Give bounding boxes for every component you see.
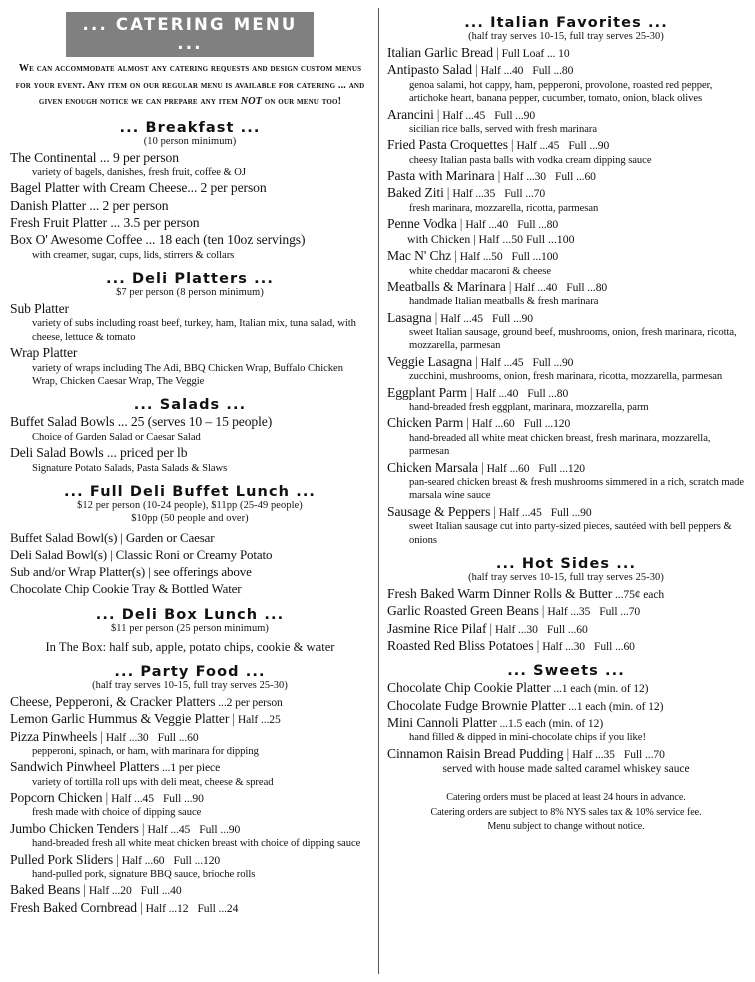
intro-emphasis: NOT: [240, 96, 263, 108]
section-subheading: $11 per person (25 person minimum): [111, 622, 269, 634]
item-price-half: Half ...30: [542, 640, 585, 654]
menu-section: [10, 664, 370, 916]
menu-item: [10, 300, 370, 344]
menu-section: [10, 120, 370, 262]
menu-item: [10, 197, 370, 214]
item-description: zucchini, mushrooms, onion, fresh marinara, ricotta, mozzarella, parmesan: [409, 371, 723, 383]
section-heading: ... Breakfast ...: [119, 119, 261, 136]
item-divider: |: [508, 278, 512, 294]
item-price-full: Full ...100: [511, 250, 559, 264]
menu-item-line: [10, 301, 370, 317]
item-divider: |: [474, 62, 478, 78]
item-price-full: Full ...60: [157, 730, 199, 744]
item-description: Choice of Garden Salad or Caesar Salad: [32, 431, 201, 443]
item-description: variety of subs including roast beef, turkey, ham, Italian mix, tuna salad, with cheese, lettuce & tomato: [32, 318, 356, 343]
menu-item: [10, 728, 370, 759]
menu-item: [387, 602, 745, 619]
item-price-full: Full ...24: [197, 901, 239, 915]
section-subheading: (half tray serves 10-15, full tray serves 25-30): [92, 679, 288, 691]
item-description: pan-seared chicken breast & fresh mushrooms simmered in a rich, scratch made marsala wine sauce: [409, 477, 745, 502]
item-name: Baked Beans: [10, 882, 81, 898]
item-divider: |: [510, 137, 514, 153]
section-subheading: $7 per person (8 person minimum): [116, 287, 264, 299]
menu-item-line: [10, 345, 370, 361]
menu-item-line: [10, 852, 370, 868]
menu-item-line: [387, 415, 745, 431]
menu-item-line: [387, 680, 745, 696]
item-name: Chocolate Fudge Brownie Platter: [387, 697, 566, 713]
item-price: ...1 each (min. of 12): [565, 699, 664, 713]
menu-item-line: [10, 711, 370, 727]
section-heading: ... Deli Box Lunch ...: [95, 606, 285, 623]
item-name: Chicken Parm: [387, 415, 464, 431]
menu-item: [10, 149, 370, 180]
item-description: genoa salami, hot cappy, ham, pepperoni, provolone, roasted red pepper, artichoke heart, banana pepper, cucumber, tomato, onion, black olives: [409, 79, 713, 105]
section-heading: ... Deli Platters ...: [106, 271, 274, 288]
item-price-half: Half ...45: [111, 792, 154, 806]
menu-item: [387, 278, 745, 309]
menu-item-line: [387, 216, 745, 232]
item-divider: |: [100, 728, 103, 744]
item-price-half: Half ...30: [503, 170, 546, 184]
item-price-half: Half ...50: [459, 250, 503, 264]
item-price-half: Half ...35: [572, 747, 615, 761]
menu-item-line: [387, 62, 745, 78]
menu-item: [387, 637, 745, 654]
section-heading: ... Full Deli Buffet Lunch ...: [63, 483, 317, 500]
menu-item: [387, 679, 745, 696]
menu-item-line: [387, 586, 745, 602]
menu-item-line: [387, 621, 745, 637]
item-name: Pulled Pork Sliders: [10, 851, 114, 867]
item-name: Chicken Marsala: [387, 459, 478, 475]
bundle-list: [10, 530, 370, 598]
item-center-note: served with house made salted caramel whiskey sauce: [442, 763, 690, 776]
item-name: Sandwich Pinwheel Platters: [10, 759, 160, 775]
item-divider: |: [566, 745, 570, 761]
menu-item-line: [387, 185, 745, 201]
menu-item-line: [387, 698, 745, 714]
menu-item: [387, 184, 745, 215]
item-price-full: Full ...120: [173, 853, 221, 867]
item-divider: |: [141, 820, 145, 836]
menu-item-line: [387, 385, 745, 401]
menu-item: [387, 44, 745, 61]
menu-item: [387, 353, 745, 384]
menu-section: [387, 15, 745, 547]
section-heading: ... Party Food ...: [114, 663, 266, 680]
item-divider: |: [466, 415, 469, 431]
menu-item-line: [10, 414, 370, 430]
menu-item-line: [387, 638, 745, 654]
bundle-item: Deli Salad Bowl(s) | Classic Roni or Creamy Potato: [10, 546, 273, 562]
item-price-full: Full ...80: [532, 64, 574, 78]
item-description: fresh marinara, mozzarella, ricotta, parmesan: [409, 202, 599, 214]
item-divider: |: [446, 185, 450, 201]
item-price-half: Full Loaf ... 10: [501, 47, 570, 60]
menu-item: [387, 414, 745, 458]
item-description: hand-breaded all white meat chicken breast, fresh marinara, mozzarella, parmesan: [409, 432, 711, 458]
menu-item: [387, 136, 745, 167]
item-divider: |: [454, 248, 457, 264]
item-description: hand-pulled pork, signature BBQ sauce, brioche rolls: [32, 868, 256, 880]
item-price-full: Full ...90: [550, 505, 592, 519]
item-name: Bagel Platter with Cream Cheese... 2 per person: [10, 180, 267, 196]
item-price: ...75¢ each: [612, 588, 665, 602]
menu-item-line: [10, 198, 370, 214]
item-description: with creamer, sugar, cups, lids, stirrers & collars: [32, 249, 235, 261]
item-name: Fresh Baked Warm Dinner Rolls & Butter: [387, 586, 613, 602]
item-price-full: Full ...90: [199, 822, 241, 836]
item-description: sweet Italian sausage, ground beef, mushrooms, onion, fresh marinara, ricotta, mozzarella, parmesan: [409, 327, 737, 352]
item-name: Pizza Pinwheels: [10, 728, 98, 744]
menu-item: [10, 231, 370, 262]
section-subheading: $12 per person (10-24 people), $11pp (25-49 people): [77, 499, 303, 511]
page-title: ... CATERING MENU ...: [66, 12, 314, 57]
item-price-half: Half ...12: [145, 901, 189, 915]
item-price-half: Half ...45: [442, 108, 486, 122]
item-divider: |: [495, 45, 499, 60]
item-divider: |: [459, 216, 463, 232]
menu-item-line: [10, 232, 370, 248]
menu-item-line: [10, 215, 370, 231]
item-name: Danish Platter ... 2 per person: [10, 197, 169, 213]
item-price-half: Half ...20: [88, 884, 132, 898]
menu-item: [387, 459, 745, 503]
section-subheading: $10pp (50 people and over): [131, 512, 249, 524]
item-name: Box O' Awesome Coffee ... 18 each (ten 10oz servings): [10, 232, 306, 248]
item-price-full: Full ...80: [566, 280, 608, 294]
menu-item: [10, 881, 370, 898]
item-description: hand-breaded fresh all white meat chicken breast with choice of dipping sauce: [32, 838, 361, 850]
menu-item-line: [10, 729, 370, 745]
item-description: fresh made with choice of dipping sauce: [32, 807, 202, 819]
item-divider: |: [541, 603, 545, 619]
item-divider: |: [536, 638, 540, 654]
item-price: ...1 each (min. of 12): [550, 682, 649, 696]
item-name: Lasagna: [387, 309, 432, 325]
item-name: Deli Salad Bowls ... priced per lb: [10, 445, 188, 461]
item-price-half: Half ...30: [105, 730, 149, 744]
item-name: Popcorn Chicken: [10, 790, 103, 806]
menu-item-line: [10, 790, 370, 806]
item-divider: |: [475, 353, 478, 369]
menu-section: [10, 607, 370, 655]
item-name: Italian Garlic Bread: [387, 45, 493, 60]
menu-item: [387, 384, 745, 415]
item-description: variety of wraps including The Adi, BBQ Chicken Wrap, Buffalo Chicken Wrap, Chicken Caesar Wrap, The Veggie: [32, 362, 343, 387]
item-price-full: Full ...90: [162, 792, 204, 806]
menu-item: [387, 167, 745, 184]
menu-item: [387, 247, 745, 278]
item-price-full: Full ...90: [532, 355, 574, 369]
item-price-half: Half ...25: [237, 713, 281, 727]
item-description: sicilian rice balls, served with fresh marinara: [409, 123, 597, 135]
menu-item-line: [10, 882, 370, 898]
item-divider: |: [497, 168, 501, 184]
menu-item: [10, 179, 370, 196]
item-price-full: Full ...80: [527, 386, 569, 400]
right-column: [379, 0, 753, 982]
item-price-full: Full ...40: [140, 884, 182, 898]
item-price-half: Half ...40: [480, 64, 524, 78]
menu-item: [387, 309, 745, 353]
item-price-full: Full ...90: [494, 108, 536, 122]
footer-line: Catering orders are subject to 8% NYS sales tax & 10% service fee.: [430, 806, 702, 818]
section-heading: ... Italian Favorites ...: [464, 15, 668, 31]
menu-item-line: [387, 603, 745, 619]
item-price-full: Full ...60: [546, 622, 588, 636]
item-price-full: Full ...70: [599, 605, 641, 619]
section-subheading: (half tray serves 10-15, full tray serves 25-30): [468, 572, 664, 584]
item-description: cheesy Italian pasta balls with vodka cream dipping sauce: [409, 154, 652, 166]
item-price-full: Full ...120: [538, 461, 585, 475]
item-description: white cheddar macaroni & cheese: [409, 265, 551, 277]
item-name: Fresh Fruit Platter ... 3.5 per person: [10, 214, 200, 230]
menu-item: [387, 585, 745, 602]
menu-item: [387, 503, 745, 547]
section-subheading: (10 person minimum): [143, 135, 237, 147]
item-description: handmade Italian meatballs & fresh marinara: [409, 296, 599, 308]
footer-line: Menu subject to change without notice.: [487, 821, 645, 833]
item-price: ...1 per piece: [159, 761, 221, 775]
item-description: variety of tortilla roll ups with deli meat, cheese & spread: [32, 776, 274, 788]
menu-item: [387, 106, 745, 137]
menu-item-line: [387, 460, 745, 476]
menu-item-line: [387, 279, 745, 295]
menu-item: [387, 620, 745, 637]
item-name: Cheese, Pepperoni, & Cracker Platters: [10, 693, 216, 709]
item-name: Pasta with Marinara: [387, 168, 495, 184]
menu-item: [10, 789, 370, 820]
menu-item-line: [387, 168, 745, 184]
menu-item: [10, 344, 370, 388]
menu-item: [10, 899, 370, 916]
menu-item: [387, 61, 745, 105]
item-name: Veggie Lasagna: [387, 353, 473, 369]
item-price-half: Half ...45: [516, 139, 560, 153]
item-divider: |: [83, 882, 86, 898]
intro-part1: We can accommodate almost any catering requests and design custom menus for your event. Any item on our regular menu is available for catering ... and given enough notice we can prepare any item: [15, 63, 365, 108]
menu-item: [10, 758, 370, 789]
bundle-item: Buffet Salad Bowl(s) | Garden or Caesar: [10, 529, 215, 545]
menu-item-line: [10, 694, 370, 710]
item-name: Mac N' Chz: [387, 248, 452, 264]
item-price-full: Full ...60: [555, 170, 596, 184]
item-name: Antipasto Salad: [387, 62, 472, 78]
right-sections: [387, 15, 745, 777]
item-name: Eggplant Parm: [387, 384, 467, 400]
item-name: Penne Vodka: [387, 216, 457, 232]
menu-item: [10, 413, 370, 444]
item-description: pepperoni, spinach, or ham, with marinara for dipping: [32, 745, 259, 757]
item-name: Garlic Roasted Green Beans: [387, 603, 539, 619]
footer-line: Catering orders must be placed at least 24 hours in advance.: [446, 791, 686, 803]
item-divider: |: [493, 503, 496, 519]
menu-item-line: [10, 150, 370, 166]
item-price-full: Full ...70: [504, 187, 546, 201]
item-divider: |: [480, 459, 484, 475]
item-price-half: Half ...45: [440, 311, 484, 325]
menu-item-line: [387, 310, 745, 326]
item-divider: |: [116, 851, 119, 867]
item-price-half: Half ...40: [465, 218, 509, 232]
item-name: Cinnamon Raisin Bread Pudding: [387, 745, 564, 761]
menu-item: [10, 444, 370, 475]
item-price-full: Full ...60: [593, 640, 635, 654]
item-price-half: Half ...60: [486, 461, 530, 475]
menu-item: [10, 214, 370, 231]
item-name: Buffet Salad Bowls ... 25 (serves 10 – 15 people): [10, 414, 273, 430]
menu-section: [10, 397, 370, 475]
menu-item: [387, 745, 745, 777]
menu-item-line: [387, 715, 745, 731]
menu-item: [10, 710, 370, 727]
section-subheading: (half tray serves 10-15, full tray serves 25-30): [468, 31, 664, 42]
item-name: Meatballs & Marinara: [387, 278, 506, 294]
item-price-full: Full ...120: [523, 417, 571, 431]
item-description: sweet Italian sausage cut into party-sized pieces, sautéed with bell peppers & onions: [409, 521, 732, 546]
section-center-note: In The Box: half sub, apple, potato chips, cookie & water: [45, 639, 335, 654]
item-price-half: Half ...45: [498, 505, 542, 519]
item-name: Jumbo Chicken Tenders: [10, 820, 139, 836]
item-price-half: Half ...35: [547, 605, 591, 619]
item-divider: |: [469, 384, 473, 400]
menu-item-line: [10, 900, 370, 916]
item-divider: |: [105, 790, 109, 806]
item-price-half: Half ...60: [471, 417, 515, 431]
menu-item: [387, 714, 745, 745]
menu-item-line: [387, 746, 745, 762]
item-name: Arancini: [387, 106, 434, 122]
menu-item-line: [387, 504, 745, 520]
menu-item-line: [387, 137, 745, 153]
item-name: Wrap Platter: [10, 345, 78, 361]
item-name: Roasted Red Bliss Potatoes: [387, 638, 534, 654]
section-heading: ... Salads ...: [133, 397, 247, 414]
menu-item-line: [10, 759, 370, 775]
menu-item-line: [10, 821, 370, 837]
menu-section: [387, 663, 745, 777]
item-price-half: Half ...40: [514, 280, 558, 294]
item-name: Mini Cannoli Platter: [387, 715, 497, 730]
item-price-half: Half ...45: [147, 822, 191, 836]
menu-item: [387, 697, 745, 714]
menu-item: [10, 851, 370, 882]
menu-item-line: [387, 107, 745, 123]
item-divider: |: [232, 711, 235, 727]
item-price-half: Half ...35: [452, 187, 496, 201]
intro-part2: on our menu too!: [262, 96, 342, 108]
item-divider: |: [434, 309, 438, 325]
item-description: variety of bagels, danishes, fresh fruit, coffee & OJ: [32, 166, 246, 178]
item-price-full: Full ...90: [492, 311, 533, 325]
item-sub-line: with Chicken | Half ...50 Full ...100: [407, 232, 575, 247]
item-name: Fried Pasta Croquettes: [387, 137, 508, 153]
menu-item: [10, 693, 370, 710]
item-name: Sausage & Peppers: [387, 503, 491, 519]
item-name: Baked Ziti: [387, 185, 444, 201]
section-heading: ... Hot Sides ...: [495, 556, 637, 573]
item-name: Jasmine Rice Pilaf: [387, 620, 487, 636]
item-name: The Continental ... 9 per person: [10, 149, 179, 165]
bundle-item: Chocolate Chip Cookie Tray & Bottled Water: [10, 580, 242, 596]
item-description: hand-breaded fresh eggplant, marinara, mozzarella, parm: [409, 402, 649, 414]
item-name: Fresh Baked Cornbread: [10, 899, 138, 915]
item-description: hand filled & dipped in mini-chocolate chips if you like!: [409, 732, 646, 744]
intro-paragraph: [12, 61, 368, 111]
menu-item: [387, 215, 745, 247]
bundle-item: Sub and/or Wrap Platter(s) | see offerings above: [10, 563, 252, 579]
menu-item-line: [387, 248, 745, 264]
item-price-half: Half ...40: [475, 386, 519, 400]
item-divider: |: [140, 899, 143, 915]
item-price-half: Half ...45: [480, 355, 524, 369]
item-price-full: Full ...70: [623, 747, 665, 761]
item-price-half: Half ...60: [121, 853, 165, 867]
item-divider: |: [489, 620, 493, 636]
menu-item-line: [10, 445, 370, 461]
footer-disclaimer: [387, 791, 745, 835]
item-price-full: Full ...90: [568, 139, 610, 153]
menu-item-line: [387, 354, 745, 370]
menu-item-line: [10, 180, 370, 196]
item-divider: |: [436, 106, 440, 122]
menu-section: [10, 271, 370, 388]
item-price-half: Half ...30: [495, 622, 538, 636]
item-name: Sub Platter: [10, 301, 69, 317]
menu-item: [10, 820, 370, 851]
item-name: Lemon Garlic Hummus & Veggie Platter: [10, 711, 230, 727]
item-price: ...1.5 each (min. of 12): [496, 717, 604, 730]
menu-section: [387, 556, 745, 654]
section-heading: ... Sweets ...: [507, 663, 625, 680]
item-price: ...2 per person: [215, 695, 283, 709]
left-sections: [10, 120, 370, 916]
item-name: Chocolate Chip Cookie Platter: [387, 680, 551, 696]
menu-item-line: [387, 45, 745, 61]
menu-section: [10, 484, 370, 598]
item-description: Signature Potato Salads, Pasta Salads & Slaws: [32, 462, 228, 474]
item-price-full: Full ...80: [517, 218, 559, 232]
